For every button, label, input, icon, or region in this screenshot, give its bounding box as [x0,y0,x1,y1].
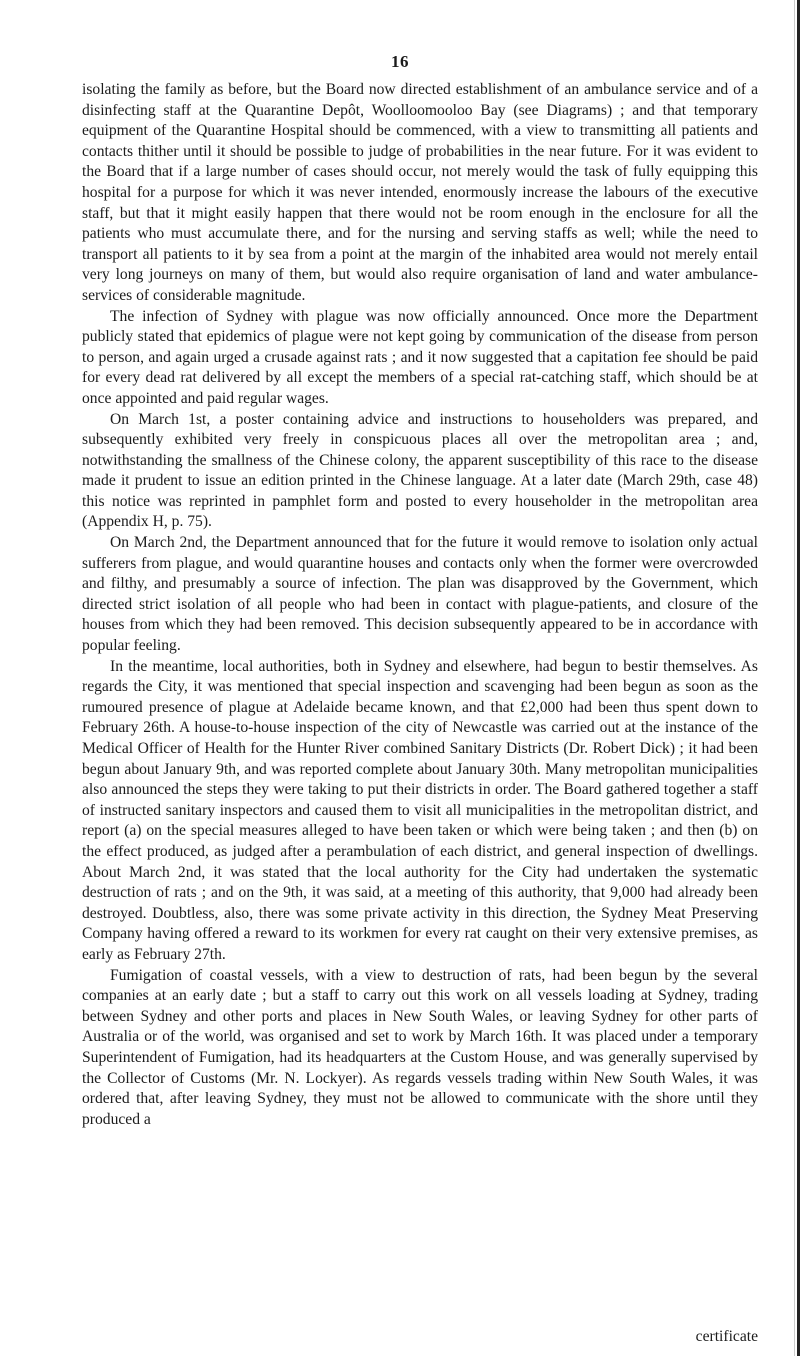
paragraph-plague-announcement: The infection of Sydney with plague was now officially announced. Once more the Department publicly stated that epidemics of plague were not kept going by communication of the disease from person to person, and again urged a crusade against rats ; and it now suggested that a capitation fee should be paid for every dead rat delivered by all except the members of a special rat-catching staff, which should be at once appointed and paid regular wages. [82,307,758,407]
paragraph-march-2nd-isolation: On March 2nd, the Department announced that for the future it would remove to isolation only actual sufferers from plague, and would quarantine houses and contacts only when the former were overcrowded and filthy, and presumably a source of infection. The plan was disapproved by the Government, which directed strict isolation of all people who had been in contact with plague-patients, and closure of the houses from which they had been removed. This decision subsequently appeared to be in accordance with popular feeling. [82,534,758,655]
page-edge-shadow [794,0,795,1356]
paragraph-march-1st-poster: On March 1st, a poster containing advice and instructions to householders was prepared, and subsequently exhibited very freely in conspicuous places all over the metropolitan area ; and, notwithstanding the smallness of the Chinese colony, the apparent susceptibility of this race to the disease made it prudent to issue an edition printed in the Chinese language. At a later date (March 29th, case 48) this notice was reprinted in pamphlet form and posted to every householder in the metropolitan area (Appendix H, p. 75). [82,410,758,531]
paragraph-local-authorities: In the meantime, local authorities, both in Sydney and elsewhere, had begun to bestir themselves. As regards the City, it was mentioned that special inspection and scavenging had been begun as soon as the rumoured presence of plague at Adelaide became known, and that £2,000 had been thus spent down to February 26th. A house-to-house inspection of the city of Newcastle was carried out at the instance of the Medical Officer of Health for the Hunter River combined Sanitary Districts (Dr. Robert Dick) ; it had been begun about January 9th, and was reported complete about January 30th. Many metropolitan municipalities also announced the steps they were taking to put their districts in order. The Board gathered together a staff of instructed sanitary inspectors and caused them to visit all municipalities in the metropolitan district, and report (a) on the special measures alleged to have been taken or which were being taken ; and then (b) on the effect produced, as judged after a perambulation of each district, and general inspection of dwellings. About March 2nd, it was stated that the local authority for the City had undertaken the systematic destruction of rats ; and on the 9th, it was said, at a meeting of this authority, that 9,000 had already been destroyed. Doubtless, also, there was some private activity in this direction, the Sydney Meat Preserving Company having offered a reward to its workmen for every rat caught on their very extensive premises, as early as February 27th. [82,657,758,963]
paragraph-continuation: isolating the family as before, but the Board now directed establishment of an ambulance service and of a disinfecting staff at the Quarantine Depôt, Woolloomooloo Bay (see Diagrams) ; and that temporary equipment of the Quarantine Hospital should be commenced, with a view to transmitting all patients and contacts thither until it should be possible to judge of probabilities in the near future. For it was evident to the Board that if a large number of cases should occur, not merely would the task of fully equipping this hospital for a purpose for which it was never intended, enormously increase the labours of the executive staff, but that it might easily happen that there would not be room enough in the enclosure for all the patients who must accumulate there, and for the nursing and serving staffs as well; while the need to transport all patients to it by sea from a point at the margin of the inhabited area would not merely entail very long journeys on many of them, but would also require organisation of land and water ambulance-services of considerable magnitude. [82,81,758,304]
page-number: 16 [391,52,409,71]
paragraph-fumigation: Fumigation of coastal vessels, with a view to destruction of rats, had been begun by the several companies at an early date ; but a staff to carry out this work on all vessels loading at Sydney, trading between Sydney and other ports and places in New South Wales, or leaving Sydney for other parts of Australia or of the world, was organised and set to work by March 16th. It was placed under a temporary Superintendent of Fumigation, had its headquarters at the Custom House, and was generally supervised by the Collector of Customs (Mr. N. Lockyer). As regards vessels trading within New South Wales, it was ordered that, after leaving Sydney, they must not be allowed to communicate with the shore until they produced a [82,966,758,1128]
catchword: certificate [695,1328,758,1345]
body-text [82,80,758,1130]
